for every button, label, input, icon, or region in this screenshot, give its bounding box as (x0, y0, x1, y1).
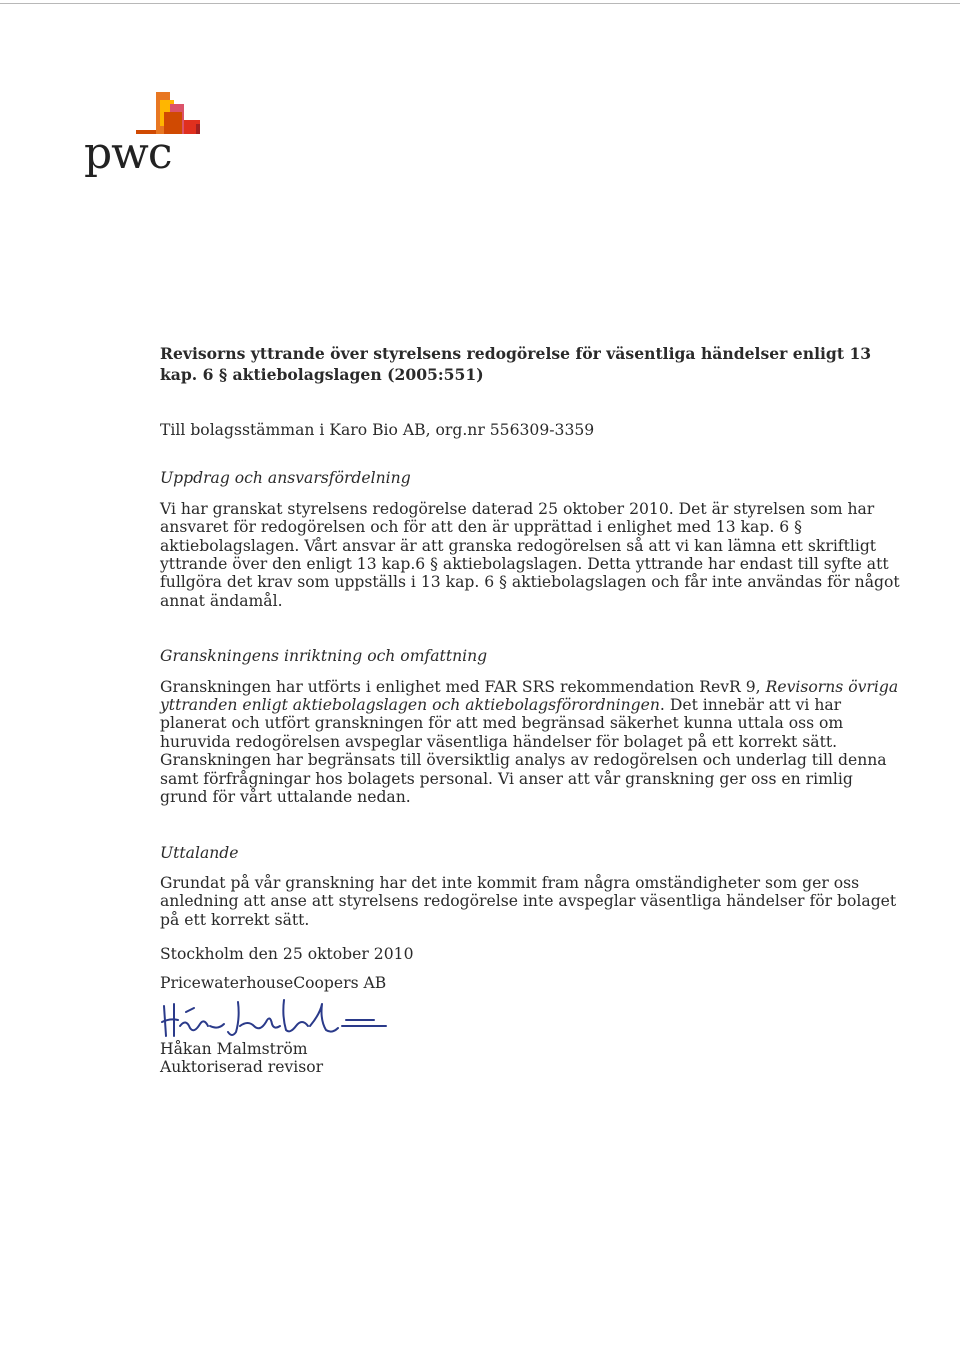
scope-text-end: . Det innebär att vi har planerat och utfört granskningen för att med begränsad säkerhet kunna uttala oss om huruvida redogörelsen avspeglar väsentliga händelser för bolaget på ett korrekt sätt. Granskningen har begränsats till översiktlig analys av redogörelsen och underlag till denna samt förfrågningar hos bolagets personal. Vi anser att vår granskning ger oss en rimlig grund för vårt uttalande nedan. (160, 696, 887, 807)
firm-name: PricewaterhouseCoopers AB (160, 973, 387, 992)
section-heading-scope: Granskningens inriktning och omfattning (160, 647, 488, 666)
place-and-date: Stockholm den 25 oktober 2010 (160, 945, 414, 964)
addressee: Till bolagsstämman i Karo Bio AB, org.nr 556309-3359 (160, 421, 595, 439)
handwritten-signature (160, 996, 390, 1040)
letter-body (160, 343, 900, 1077)
scope-text-italic: Revisorns övriga yttranden enligt aktiebolagslagen och aktiebolagsförordningen (160, 677, 899, 715)
section-body-statement: Grundat på vår granskning har det inte kommit fram några omständigheter som ger oss anledning att anse att styrelsens redogörelse inte avspeglar väsentliga händelser för bolaget på ett korrekt sätt. (160, 873, 897, 929)
section-heading-statement: Uttalande (160, 843, 239, 862)
section-body-scope (160, 678, 900, 807)
signer-title: Auktoriserad revisor (160, 1058, 324, 1077)
pwc-logo (84, 90, 214, 190)
document-title: Revisorns yttrande över styrelsens redogörelse för väsentliga händelser enligt 13 kap. 6 § aktiebolagslagen (2005:551) (160, 344, 872, 384)
pwc-wordmark: pwc (84, 128, 172, 179)
signer-name: Håkan Malmström (160, 1039, 308, 1058)
section-body-assignment: Vi har granskat styrelsens redogörelse daterad 25 oktober 2010. Det är styrelsen som har ansvaret för redogörelsen och för att den är upprättad i enlighet med 13 kap. 6 § aktiebolagslagen. Vårt ansvar är att granska redogörelsen så att vi kan lämna ett skriftligt yttrande över den enligt 13 kap.6 § aktiebolagslagen. Detta yttrande har endast till syfte att fullgöra det krav som uppställs i 13 kap. 6 § aktiebolagslagen och får inte användas för något annat ändamål. (160, 499, 900, 610)
scope-text-start: Granskningen har utförts i enlighet med FAR SRS rekommendation RevR 9, (160, 677, 766, 696)
top-border-line (0, 3, 960, 4)
section-heading-assignment: Uppdrag och ansvarsfördelning (160, 469, 411, 488)
